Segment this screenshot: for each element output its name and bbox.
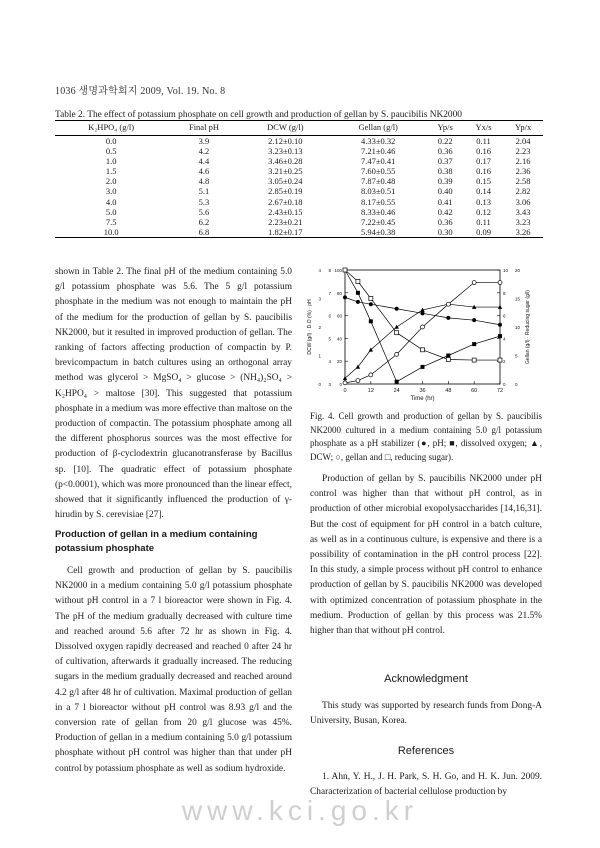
table-cell: 0.17 (476, 156, 491, 167)
table-cell: 10.0 (55, 227, 167, 238)
table-cell: 2.85±0.19 (268, 186, 303, 197)
point-gellan (498, 281, 502, 285)
table-header-cell: Yx/s (464, 121, 503, 136)
table-row (55, 156, 543, 166)
table-body (55, 136, 543, 238)
table-cell: 0.15 (476, 176, 491, 187)
point-reducing-sugar (395, 331, 399, 335)
table-cell: 2.04 (515, 136, 531, 146)
table-row (55, 186, 543, 196)
do-tick-label: 100 (334, 268, 342, 273)
table-cell: 0.14 (476, 186, 491, 197)
y-axis-label-left: DCW (g/l) · D.O (%) · pH (307, 299, 313, 355)
table-cell: 5.0 (105, 206, 117, 217)
point-reducing-sugar (498, 358, 502, 362)
sugar-tick-label: 20 (515, 268, 521, 273)
table-cell: 0.5 (105, 146, 117, 157)
table-row (55, 166, 543, 176)
table-cell: 0.0 (105, 136, 117, 146)
x-tick-label: 48 (445, 388, 452, 394)
table-cell: 5.3 (198, 196, 210, 207)
table-cell: 0.39 (437, 176, 453, 187)
table-cell: 2.16 (515, 156, 531, 167)
do-tick-label: 20 (336, 359, 342, 365)
x-tick-label: 12 (367, 388, 374, 394)
table-row (55, 217, 543, 227)
table-header-cell: Final pH (167, 121, 240, 136)
table-cell: 3.06 (515, 196, 531, 207)
point-pH (421, 311, 425, 315)
table-cell: 0.16 (476, 146, 491, 157)
point-dissolved-oxygen (472, 342, 476, 346)
point-dissolved-oxygen (421, 365, 425, 369)
x-tick-label: 60 (471, 388, 478, 394)
table-cell: 7.22±0.45 (360, 216, 396, 227)
section-title: Production of gellan in a medium containing potassium phosphate (55, 529, 258, 554)
sugar-tick-label: 10 (515, 325, 521, 330)
point-gellan (356, 379, 360, 383)
table-cell: 0.36 (437, 146, 453, 157)
point-gellan (446, 302, 450, 306)
table-header-cell: DCW (g/l) (241, 121, 330, 136)
acknowledgment-text: This study was supported by research funds from Dong-A University, Busan, Korea. (310, 701, 542, 727)
table-cell: 2.67±0.18 (268, 196, 303, 207)
table-cell: 2.82 (515, 186, 531, 197)
table-cell: 2.43±0.15 (268, 206, 303, 217)
table-cell: 6.8 (167, 227, 240, 238)
ph-tick-label: 4 (328, 359, 331, 365)
table-caption: Table 2. The effect of potassium phosphate on cell growth and production of gellan by S. paucibilis NK2000 (55, 110, 462, 120)
table-header-cell: Gellan (g/l) (330, 121, 427, 136)
point-reducing-sugar (472, 358, 476, 362)
table-cell: 0.12 (476, 206, 491, 217)
do-tick-label: 0 (339, 382, 342, 387)
table-cell: 3.46±0.28 (268, 156, 303, 167)
point-dissolved-oxygen (369, 319, 373, 323)
point-pH (369, 302, 373, 306)
point-reducing-sugar (369, 297, 373, 301)
table-cell: 2.36 (515, 166, 531, 177)
table-cell: 1.82±0.17 (241, 227, 330, 238)
table-cell: 0.36 (437, 216, 453, 227)
right-column-paragraph: Production of gellan by S. paucibilis NK2000 under pH control was higher than that without pH control, as in production of other microbial exopolysaccharides [14,16,31]. But the cost of equipment for pH control in a batch culture, as well as in a continuous culture, is expensive and there is a possibility of contamination in the pH control process [22]. In this study, a simple process without pH control to enhance production of gellan by S. paucibilis NK2000 was developed with optimized concentration of potassium phosphate in the medium. Production of gellan by this process was 21.5% higher than that without pH control. (310, 474, 542, 637)
table-cell: 4.0 (105, 196, 117, 207)
point-pH (356, 300, 360, 304)
point-gellan (421, 325, 425, 329)
table-cell: 3.43 (515, 206, 531, 217)
point-gellan (395, 352, 399, 356)
point-gellan (369, 373, 373, 377)
point-pH (343, 295, 347, 299)
table-cell: 7.60±0.55 (360, 166, 396, 177)
table-header-cell: Yp/x (503, 121, 543, 136)
table-cell: 3.23±0.13 (268, 146, 303, 157)
point-dissolved-oxygen (356, 291, 360, 295)
table-row (55, 136, 543, 147)
sugar-tick-label: 5 (515, 353, 518, 359)
table-cell: 7.5 (105, 216, 117, 227)
table-cell: 1.0 (105, 156, 117, 167)
table-cell: 3.05±0.24 (268, 176, 303, 187)
point-dissolved-oxygen (446, 354, 450, 358)
point-dissolved-oxygen (498, 334, 502, 338)
point-dissolved-oxygen (395, 380, 399, 384)
table-cell: 7.47±0.41 (360, 156, 396, 167)
dcw-tick-label: 2 (318, 325, 321, 330)
acknowledgment-title: Acknowledgment (384, 673, 468, 685)
point-reducing-sugar (343, 268, 347, 272)
table-row (55, 176, 543, 186)
table-cell: 3.21±0.25 (268, 166, 303, 177)
table-cell: 5.94±0.38 (330, 227, 427, 238)
figure-caption: Fig. 4. Cell growth and production of gellan by S. paucibilis NK2000 cultured in a medium containing 5.0 g/l potassium phosphate as a pH stabilizer (●, pH; ■, dissolved oxygen; ▲, DCW; ○, gellan and □, reducing sugar). (310, 411, 542, 462)
chart-axes (307, 268, 531, 402)
point-gellan (343, 381, 347, 385)
data-table (55, 120, 543, 238)
references-title: References (397, 745, 455, 757)
table-header-cell: K₂HPO₄ (g/l) (55, 121, 167, 136)
table-cell: 2.0 (105, 176, 117, 187)
x-axis-label: Time (hr) (410, 396, 435, 402)
table-cell: 2.23±0.21 (268, 216, 303, 227)
sugar-tick-label: 15 (515, 296, 521, 302)
table-cell: 0.37 (437, 156, 453, 167)
ph-tick-label: 6 (328, 313, 331, 319)
table-cell: 2.58 (515, 176, 531, 187)
table-cell: 8.33±0.46 (360, 206, 396, 217)
dcw-tick-label: 0 (318, 382, 321, 387)
table-cell: 0.41 (437, 196, 453, 207)
x-tick-label: 72 (496, 388, 504, 394)
table-header-row (55, 121, 543, 136)
table-cell: 0.13 (476, 196, 491, 207)
table-cell: 6.2 (198, 216, 210, 227)
x-tick-label: 0 (343, 388, 347, 394)
table-cell: 2.23 (515, 146, 531, 157)
table-header-cell: Yp/s (426, 121, 463, 136)
table-row (55, 197, 543, 207)
table-cell: 2.12±0.10 (268, 136, 303, 146)
table-cell: 0.38 (437, 166, 453, 177)
ph-tick-label: 5 (328, 336, 331, 342)
table-cell: 0.11 (476, 216, 491, 227)
point-pH (472, 318, 476, 322)
figure-chart (305, 262, 540, 402)
table-cell: 0.40 (437, 186, 453, 197)
point-reducing-sugar (421, 348, 425, 352)
table-cell: 0.22 (437, 136, 453, 146)
point-pH (498, 323, 502, 327)
table-row (55, 207, 543, 217)
table-cell: 0.11 (476, 136, 491, 146)
table-cell: 0.30 (426, 227, 463, 238)
x-tick-label: 24 (393, 388, 400, 394)
ph-tick-label: 3 (328, 382, 331, 387)
dcw-tick-label: 3 (318, 296, 321, 302)
gellan-tick-label: 4 (503, 336, 506, 342)
table-cell: 4.33±0.32 (360, 136, 396, 146)
point-gellan (472, 281, 476, 285)
table-cell: 5.6 (198, 206, 210, 217)
table-cell: 0.09 (464, 227, 503, 238)
table-cell: 8.17±0.55 (360, 196, 396, 207)
ph-tick-label: 8 (328, 268, 331, 273)
table-cell: 8.03±0.51 (360, 186, 396, 197)
gellan-tick-label: 6 (503, 313, 506, 319)
table-cell: 4.4 (198, 156, 210, 167)
table-cell: 7.87±0.48 (360, 176, 396, 187)
dcw-tick-label: 4 (318, 268, 321, 273)
point-DCW (394, 325, 398, 329)
gellan-tick-label: 10 (503, 268, 509, 273)
table-cell: 4.6 (198, 166, 210, 177)
table-row (55, 227, 543, 238)
table-cell: 4.2 (198, 146, 210, 157)
x-tick-label: 36 (419, 388, 426, 394)
point-pH (446, 316, 450, 320)
table-cell: 0.42 (437, 206, 453, 217)
dcw-tick-label: 1 (318, 353, 321, 359)
table-cell: 3.0 (105, 186, 117, 197)
figure-4 (305, 262, 540, 402)
point-reducing-sugar (356, 279, 360, 283)
table-cell: 4.8 (198, 176, 210, 187)
gellan-tick-label: 2 (503, 359, 506, 365)
y-axis-label-right: Gellan (g/l) · Reducing sugar (g/l) (525, 290, 531, 364)
table-cell: 7.21±0.46 (360, 146, 396, 157)
table-cell: 3.26 (503, 227, 543, 238)
watermark: www.kci.go.kr (181, 795, 419, 826)
do-tick-label: 60 (336, 313, 342, 319)
table-cell: 3.23 (515, 216, 531, 227)
left-column-paragraph: shown in Table 2. The final pH of the medium containing 5.0 g/l potassium phosphate was 5.6. The 5 g/l potassium phosphate in the medium was not enough to maintain the pH of the medium for the production of gellan by S. paucibilis NK2000, but it resulted in improved production of gellan. The ranking of factors affecting production of compactin by P. brevicompactum in batch cultures using an orthogonal array method was glycerol > MgSO₄ > glucose > (NH₄)₂SO₄ > K₂HPO₄ > maltose [30]. This suggested that potassium phosphate in a medium was more effective than maltose on the production of compactin. The potassium phosphate among all the different phosphorus sources was the most effective for production of β-cyclodextrin glucanotransferase by Bacillus sp. [10]. The quadratic effect of potassium phosphate (p<0.0001), which was more pronounced than the linear effect, showed that it significantly influenced the production of γ-hirudin by S. cerevisiae [27]. (55, 267, 292, 521)
do-tick-label: 40 (336, 336, 342, 342)
table-cell: 1.5 (105, 166, 117, 177)
reference-item: 1. Ahn, Y. H., J. H. Park, S. H. Go, and H. K. Jun. 2009. Characterization of bacterial cellulose production by (310, 772, 542, 798)
chart-marks (343, 268, 502, 385)
sugar-tick-label: 0 (515, 382, 518, 387)
table-cell: 3.9 (198, 136, 210, 146)
table-row (55, 146, 543, 156)
gellan-tick-label: 8 (503, 290, 506, 296)
left-column-paragraph-2: Cell growth and production of gellan by S. paucibilis NK2000 in a medium containing 5.0 g/l potassium phosphate without pH control in a 7 l bioreactor were shown in Fig. 4. The pH of the medium gradually decreased with culture time and reached around 5.6 after 72 hr as shown in Fig. 4. Dissolved oxygen rapidly decreased and reached 0 after 24 hr of cultivation, afterwards it gradually increased. The reducing sugars in the medium gradually decreased and reached around 4.2 g/l after 48 hr of cultivation. Maximal production of gellan in a 7 l bioreactor without pH control was 8.93 g/l and the conversion rate of gellan from 20 g/l glucose was 45%. Production of gellan in a medium containing 5.0 g/l potassium phosphate without pH control was higher than that under pH control by potassium phosphate as well as sodium hydroxide. (55, 566, 292, 774)
table-cell: 0.16 (476, 166, 491, 177)
point-reducing-sugar (446, 357, 450, 361)
ph-tick-label: 7 (328, 290, 331, 296)
do-tick-label: 80 (336, 290, 342, 296)
point-pH (395, 307, 399, 311)
running-header: 1036 생명과학회지 2009, Vol. 19. No. 8 (55, 86, 226, 97)
gellan-tick-label: 0 (503, 382, 506, 387)
table-cell: 5.1 (198, 186, 210, 197)
